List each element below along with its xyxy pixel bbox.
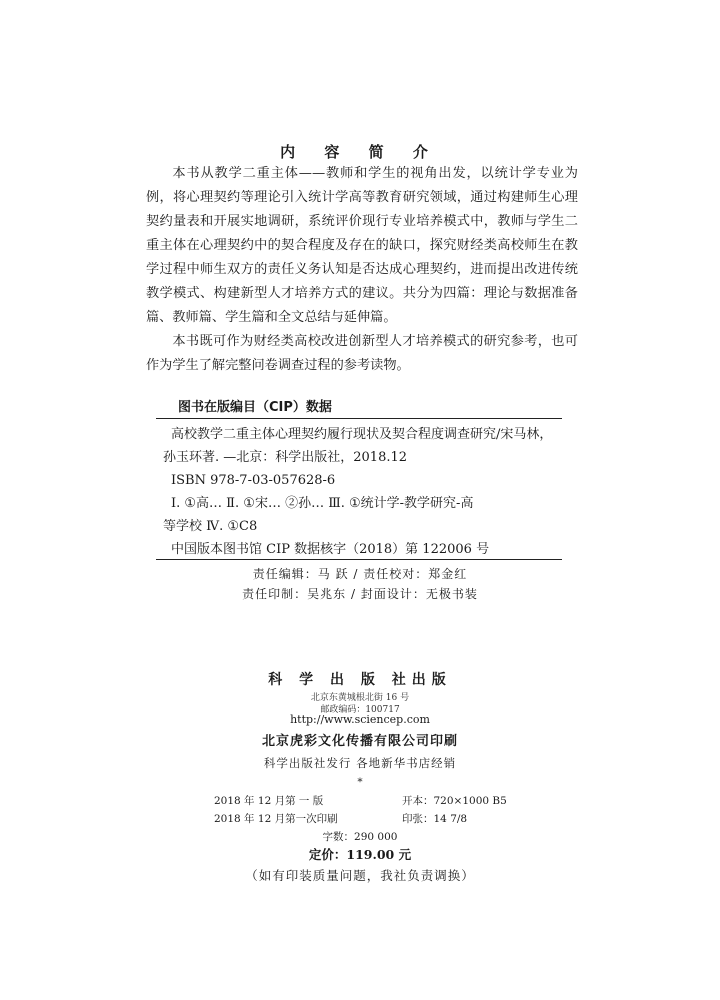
cip-footer: 中国版本图书馆 CIP 数据核字（2018）第 122006 号 xyxy=(171,542,490,557)
cip-line-3: ISBN 978-7-03-057628-6 xyxy=(171,473,336,488)
cip-line-4: Ⅰ. ①高… Ⅱ. ①宋… ②孙… Ⅲ. ①统计学-教学研究-高 xyxy=(171,496,474,511)
price: 定价：119.00 元 xyxy=(308,847,412,862)
edition-date: 2018 年 12 月第 一 版 xyxy=(214,795,324,807)
publisher-postcode: 邮政编码：100717 xyxy=(320,705,400,715)
credits-editor-line: 责任编辑：马 跃 / 责任校对：郑金红 xyxy=(252,567,468,581)
cip-line-2: 孙玉环著. —北京：科学出版社，2018.12 xyxy=(163,450,408,465)
summary-paragraph-1: 本书从教学二重主体——教师和学生的视角出发，以统计学专业为例，将心理契约等理论引入统计学高等教育研究领域，通过构建师生心理契约量表和开展实地调研，系统评价现行专业培养模式中，教师与学生二重主体在心理契约中的契合程度及存在的缺口，探究财经类高校师生在教学过程中师生双方的责任义务认知是否达成心理契约，进而提出改进传统教学模式、构建新型人才培养方式的建议。共分为四篇：理论与数据准备篇、教师篇、学生篇和全文总结与延伸篇。 xyxy=(146,166,578,325)
publisher-address: 北京东黄城根北街 16 号 xyxy=(310,693,410,703)
printer-name: 北京虎彩文化传播有限公司印刷 xyxy=(261,734,458,749)
cip-top-rule xyxy=(156,418,562,419)
cip-line-1: 高校教学二重主体心理契约履行现状及契合程度调查研究/宋马林， xyxy=(171,427,553,442)
separator-star: * xyxy=(357,776,363,788)
distribution-line: 科学出版社发行 各地新华书店经销 xyxy=(263,756,457,770)
format-size: 开本：720×1000 B5 xyxy=(402,795,507,807)
cip-block xyxy=(163,423,563,561)
credits-print-line: 责任印制：吴兆东 / 封面设计：无极书装 xyxy=(242,587,478,601)
cip-line-5: 等学校 Ⅳ. ①C8 xyxy=(163,519,258,534)
cip-bottom-rule xyxy=(156,559,562,560)
summary-body xyxy=(146,162,578,378)
publisher-url: http://www.sciencep.com xyxy=(290,713,430,726)
quality-notice: （如有印装质量问题，我社负责调换） xyxy=(245,868,475,883)
publisher-name: 科 学 出 版 社出版 xyxy=(268,672,452,688)
printed-sheets: 印张：14 7/8 xyxy=(402,813,468,825)
cip-heading: 图书在版编目（CIP）数据 xyxy=(178,400,332,415)
summary-paragraph-2: 本书既可作为财经类高校改进创新型人才培养模式的研究参考，也可作为学生了解完整问卷调查过程的参考读物。 xyxy=(146,334,578,373)
word-count: 字数：290 000 xyxy=(322,831,398,843)
summary-title: 内 容 简 介 xyxy=(280,143,440,161)
printing-date: 2018 年 12 月第一次印刷 xyxy=(214,813,338,825)
